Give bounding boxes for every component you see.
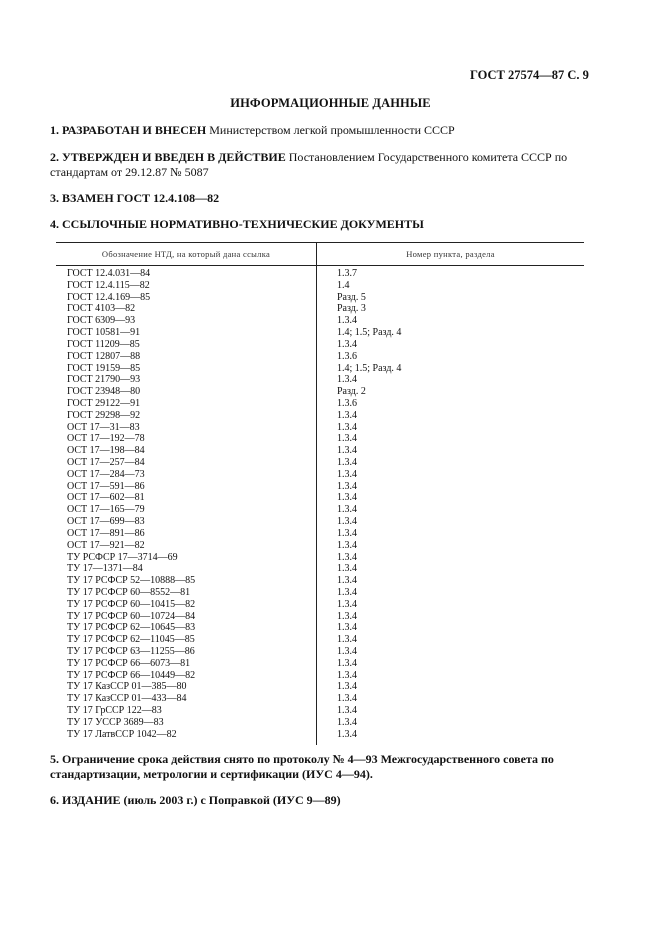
clause-number-cell: 1.3.4 <box>337 551 357 563</box>
table-row <box>56 552 584 564</box>
table-row <box>56 410 584 422</box>
document-designation-cell: ТУ 17 КазССР 01—385—80 <box>56 681 317 693</box>
document-designation-cell: ТУ 17 РСФСР 63—11255—86 <box>56 646 317 658</box>
document-designation-cell: ОСТ 17—198—84 <box>56 445 317 457</box>
table-row <box>56 646 584 658</box>
table-row <box>56 266 584 280</box>
table-row <box>56 398 584 410</box>
document-designation-cell: ОСТ 17—284—73 <box>56 469 317 481</box>
table-row <box>56 670 584 682</box>
clause-number-cell: 1.3.4 <box>337 575 357 587</box>
document-designation-cell: ГОСТ 23948—80 <box>56 386 317 398</box>
clause-number-cell: Разд. 5 <box>337 291 366 303</box>
document-designation-cell: ГОСТ 21790—93 <box>56 374 317 386</box>
section-4 <box>50 217 590 232</box>
clause-number-cell: 1.3.4 <box>337 315 357 327</box>
table-row <box>56 292 584 304</box>
section-6-heading: ИЗДАНИЕ <box>62 793 121 807</box>
section-3-number: 3. <box>50 191 59 205</box>
reference-documents-table <box>56 242 584 745</box>
table-row <box>56 339 584 351</box>
clause-number-cell: 1.4; 1.5; Разд. 4 <box>337 362 402 374</box>
document-designation-cell: ОСТ 17—891—86 <box>56 528 317 540</box>
section-1-heading: РАЗРАБОТАН И ВНЕСЕН <box>62 123 207 137</box>
column-header-clause: Номер пункта, раздела <box>317 243 585 266</box>
section-1-text: Министерством легкой промышленности СССР <box>206 123 455 137</box>
clause-number-cell: 1.3.4 <box>337 563 357 575</box>
document-designation-cell: ГОСТ 12.4.115—82 <box>56 280 317 292</box>
section-6-number: 6. <box>50 793 59 807</box>
clause-number-cell: Разд. 3 <box>337 303 366 315</box>
table-row <box>56 327 584 339</box>
document-designation-cell: ТУ 17 РСФСР 52—10888—85 <box>56 575 317 587</box>
clause-number-cell: 1.3.7 <box>337 268 357 279</box>
document-designation-cell: ОСТ 17—192—78 <box>56 433 317 445</box>
section-6-text: (июль 2003 г.) с Поправкой (ИУС 9—89) <box>120 793 341 807</box>
clause-number-cell: 1.3.6 <box>337 350 357 362</box>
table-row <box>56 611 584 623</box>
table-row <box>56 658 584 670</box>
section-2-text: Постановлением Государственного комитета СССР по стандартам от 29.12.87 № 5087 <box>50 150 568 179</box>
table-row <box>56 492 584 504</box>
table-row <box>56 386 584 398</box>
table-row <box>56 469 584 481</box>
clause-number-cell: 1.3.4 <box>337 598 357 610</box>
table-row <box>56 705 584 717</box>
document-designation-cell: ГОСТ 10581—91 <box>56 327 317 339</box>
clause-number-cell: 1.3.4 <box>337 586 357 598</box>
document-designation-cell: ГОСТ 11209—85 <box>56 339 317 351</box>
section-5 <box>50 752 590 782</box>
document-designation-cell: ТУ 17 РСФСР 66—10449—82 <box>56 670 317 682</box>
table-row <box>56 622 584 634</box>
document-designation-cell: ТУ 17 РСФСР 62—11045—85 <box>56 634 317 646</box>
clause-number-cell: 1.3.4 <box>337 433 357 445</box>
clause-number-cell: 1.3.4 <box>337 539 357 551</box>
clause-number-cell: 1.3.4 <box>337 669 357 681</box>
table-row <box>56 374 584 386</box>
document-designation-cell: ТУ 17 КазССР 01—433—84 <box>56 693 317 705</box>
table-row <box>56 481 584 493</box>
table-row <box>56 315 584 327</box>
document-designation-cell: ГОСТ 29298—92 <box>56 410 317 422</box>
table-header-row <box>56 243 584 266</box>
table-row <box>56 563 584 575</box>
document-designation-cell: ГОСТ 29122—91 <box>56 398 317 410</box>
clause-number-cell: 1.3.4 <box>337 716 357 728</box>
document-designation-cell: ОСТ 17—602—81 <box>56 492 317 504</box>
clause-number-cell: 1.3.4 <box>337 622 357 634</box>
section-4-heading: ССЫЛОЧНЫЕ НОРМАТИВНО-ТЕХНИЧЕСКИЕ ДОКУМЕНТЫ <box>62 217 424 231</box>
document-designation-cell: ТУ 17 УССР 3689—83 <box>56 717 317 729</box>
clause-number-cell: 1.3.4 <box>337 421 357 433</box>
document-designation-cell: ГОСТ 4103—82 <box>56 303 317 315</box>
clause-number-cell: 1.3.4 <box>337 445 357 457</box>
clause-number-cell: 1.3.4 <box>337 693 357 705</box>
section-4-number: 4. <box>50 217 59 231</box>
table-row <box>56 693 584 705</box>
document-designation-cell: ТУ 17 ЛатвССР 1042—82 <box>56 729 317 745</box>
table-row <box>56 528 584 540</box>
table-row <box>56 717 584 729</box>
table-row <box>56 599 584 611</box>
document-designation-cell: ТУ 17 РСФСР 60—10415—82 <box>56 599 317 611</box>
section-2 <box>50 150 590 180</box>
document-designation-cell: ТУ 17 РСФСР 60—10724—84 <box>56 611 317 623</box>
section-2-heading: УТВЕРЖДЕН И ВВЕДЕН В ДЕЙСТВИЕ <box>62 150 286 164</box>
column-header-document: Обозначение НТД, на который дана ссылка <box>56 243 317 266</box>
section-6 <box>50 793 590 808</box>
clause-number-cell: 1.3.4 <box>337 468 357 480</box>
table-row <box>56 504 584 516</box>
table-row <box>56 433 584 445</box>
reference-table-body <box>56 266 584 745</box>
section-1-number: 1. <box>50 123 59 137</box>
page-title: ИНФОРМАЦИОННЫЕ ДАННЫЕ <box>230 96 431 110</box>
document-designation-cell: ГОСТ 6309—93 <box>56 315 317 327</box>
document-designation-cell: ТУ 17 ГрССР 122—83 <box>56 705 317 717</box>
clause-number-cell: 1.3.4 <box>337 457 357 468</box>
section-5-text: Ограничение срока действия снято по протоколу № 4—93 Межгосударственного совета по стандартизации, метрологии и сертификации (ИУС 4—94). <box>50 752 554 781</box>
table-row <box>56 516 584 528</box>
clause-number-cell: 1.4; 1.5; Разд. 4 <box>337 327 402 339</box>
section-3 <box>50 191 590 206</box>
clause-number-cell: 1.3.6 <box>337 397 357 409</box>
table-row <box>56 363 584 375</box>
document-designation-cell: ГОСТ 12.4.031—84 <box>56 266 317 280</box>
clause-number-cell: 1.3.4 <box>337 504 357 516</box>
document-designation-cell: ОСТ 17—257—84 <box>56 457 317 469</box>
clause-number-cell: Разд. 2 <box>337 386 366 398</box>
document-designation-cell: ГОСТ 19159—85 <box>56 363 317 375</box>
section-5-number: 5. <box>50 752 59 766</box>
table-row <box>56 445 584 457</box>
section-1 <box>50 123 590 138</box>
document-designation-cell: ОСТ 17—699—83 <box>56 516 317 528</box>
table-row <box>56 681 584 693</box>
table-row <box>56 457 584 469</box>
clause-number-cell: 1.3.4 <box>337 409 357 421</box>
table-row <box>56 587 584 599</box>
document-designation-cell: ТУ 17 РСФСР 62—10645—83 <box>56 622 317 634</box>
table-row <box>56 575 584 587</box>
document-designation-cell: ТУ РСФСР 17—3714—69 <box>56 552 317 564</box>
document-designation-cell: ГОСТ 12.4.169—85 <box>56 292 317 304</box>
clause-number-cell: 1.3.4 <box>337 492 357 504</box>
table-row <box>56 634 584 646</box>
table-row <box>56 729 584 745</box>
clause-number-cell: 1.3.4 <box>337 634 357 646</box>
clause-number-cell: 1.3.4 <box>337 705 357 717</box>
clause-number-cell: 1.3.4 <box>337 610 357 622</box>
clause-number-cell: 1.3.4 <box>337 480 357 492</box>
table-row <box>56 351 584 363</box>
document-designation-cell: ОСТ 17—31—83 <box>56 422 317 434</box>
document-designation-cell: ТУ 17 РСФСР 66—6073—81 <box>56 658 317 670</box>
table-row <box>56 540 584 552</box>
clause-number-cell: 1.3.4 <box>337 728 357 740</box>
clause-number-cell: 1.3.4 <box>337 646 357 657</box>
document-designation-cell: ОСТ 17—165—79 <box>56 504 317 516</box>
table-row <box>56 422 584 434</box>
document-designation-cell: ТУ 17 РСФСР 60—8552—81 <box>56 587 317 599</box>
section-2-number: 2. <box>50 150 59 164</box>
document-designation-cell: ОСТ 17—591—86 <box>56 481 317 493</box>
clause-number-cell: 1.3.4 <box>337 516 357 528</box>
clause-number-cell: 1.3.4 <box>337 657 357 669</box>
document-designation-cell: ОСТ 17—921—82 <box>56 540 317 552</box>
clause-number-cell: 1.4 <box>337 279 350 291</box>
document-designation-cell: ТУ 17—1371—84 <box>56 563 317 575</box>
clause-number-cell: 1.3.4 <box>337 374 357 386</box>
section-3-heading: ВЗАМЕН ГОСТ 12.4.108—82 <box>62 191 220 205</box>
clause-number-cell: 1.3.4 <box>337 681 357 693</box>
clause-number-cell: 1.3.4 <box>337 527 357 539</box>
table-row <box>56 303 584 315</box>
page-header-reference: ГОСТ 27574—87 С. 9 <box>470 68 589 82</box>
table-row <box>56 280 584 292</box>
document-designation-cell: ГОСТ 12807—88 <box>56 351 317 363</box>
clause-number-cell: 1.3.4 <box>337 338 357 350</box>
